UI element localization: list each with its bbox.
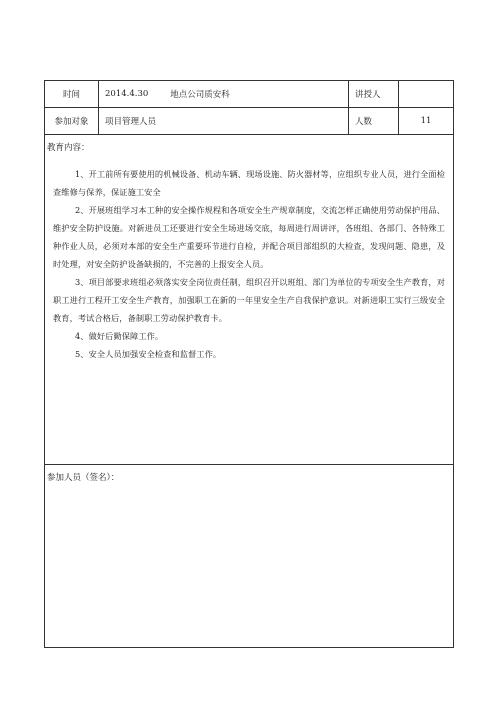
content-item-4: 4、做好后勤保障工作。 [75, 331, 164, 341]
time-location-cell [99, 81, 349, 107]
location-value: 地点公司质安科 [170, 90, 230, 100]
time-label: 时间 [45, 81, 99, 107]
time-value: 2014.4.30 [105, 89, 149, 99]
signature-section [45, 465, 453, 647]
content-item-1: 1、开工前所有要使用的机械设备、机动车辆、现场设施、防火器材等，应组织专业人员，进行全面检查维修与保养，保证施工安全 [53, 169, 445, 197]
content-item-2: 2、开展班组学习本工种的安全操作规程和各项安全生产规章制度，交流怎样正确使用劳动保护用品、维护安全防护设施。对新进员工还要进行安全生场进场交底，每周进行周讲评，各班组、各部门、各特殊工种作业人员，必须对本部的安全生产重要环节进行自检，并配合项目部组织的大检查，发现问题、隐患，及时处理，对安全防护设备缺损的，不完善的上报安全人员。 [53, 205, 445, 269]
lecturer-label: 讲授人 [349, 81, 399, 107]
education-record-form [44, 80, 454, 648]
content-item-3: 3、项目部要求班组必须落实安全岗位责任制，组织召开以班组、部门为单位的专项安全生产教育，对职工进行工程开工安全生产教育，加强职工在新的一年里安全生产自我保护意识。对新进职工实行三级安全教育，考试合格后，备制职工劳动保护教育卡。 [53, 277, 445, 323]
count-value: 11 [420, 116, 432, 126]
signature-label: 参加人员（签名）： [47, 473, 120, 483]
education-content-section [45, 135, 453, 465]
participants-value: 项目管理人员 [99, 108, 349, 134]
participants-row [45, 108, 453, 135]
lecturer-value [399, 81, 453, 107]
content-item-5: 5、安全人员加强安全检查和监督工作。 [75, 349, 222, 359]
participants-label: 参加对象 [45, 108, 99, 134]
content-heading: 教育内容： [47, 143, 90, 153]
count-label: 人数 [349, 108, 399, 134]
header-row [45, 81, 453, 108]
